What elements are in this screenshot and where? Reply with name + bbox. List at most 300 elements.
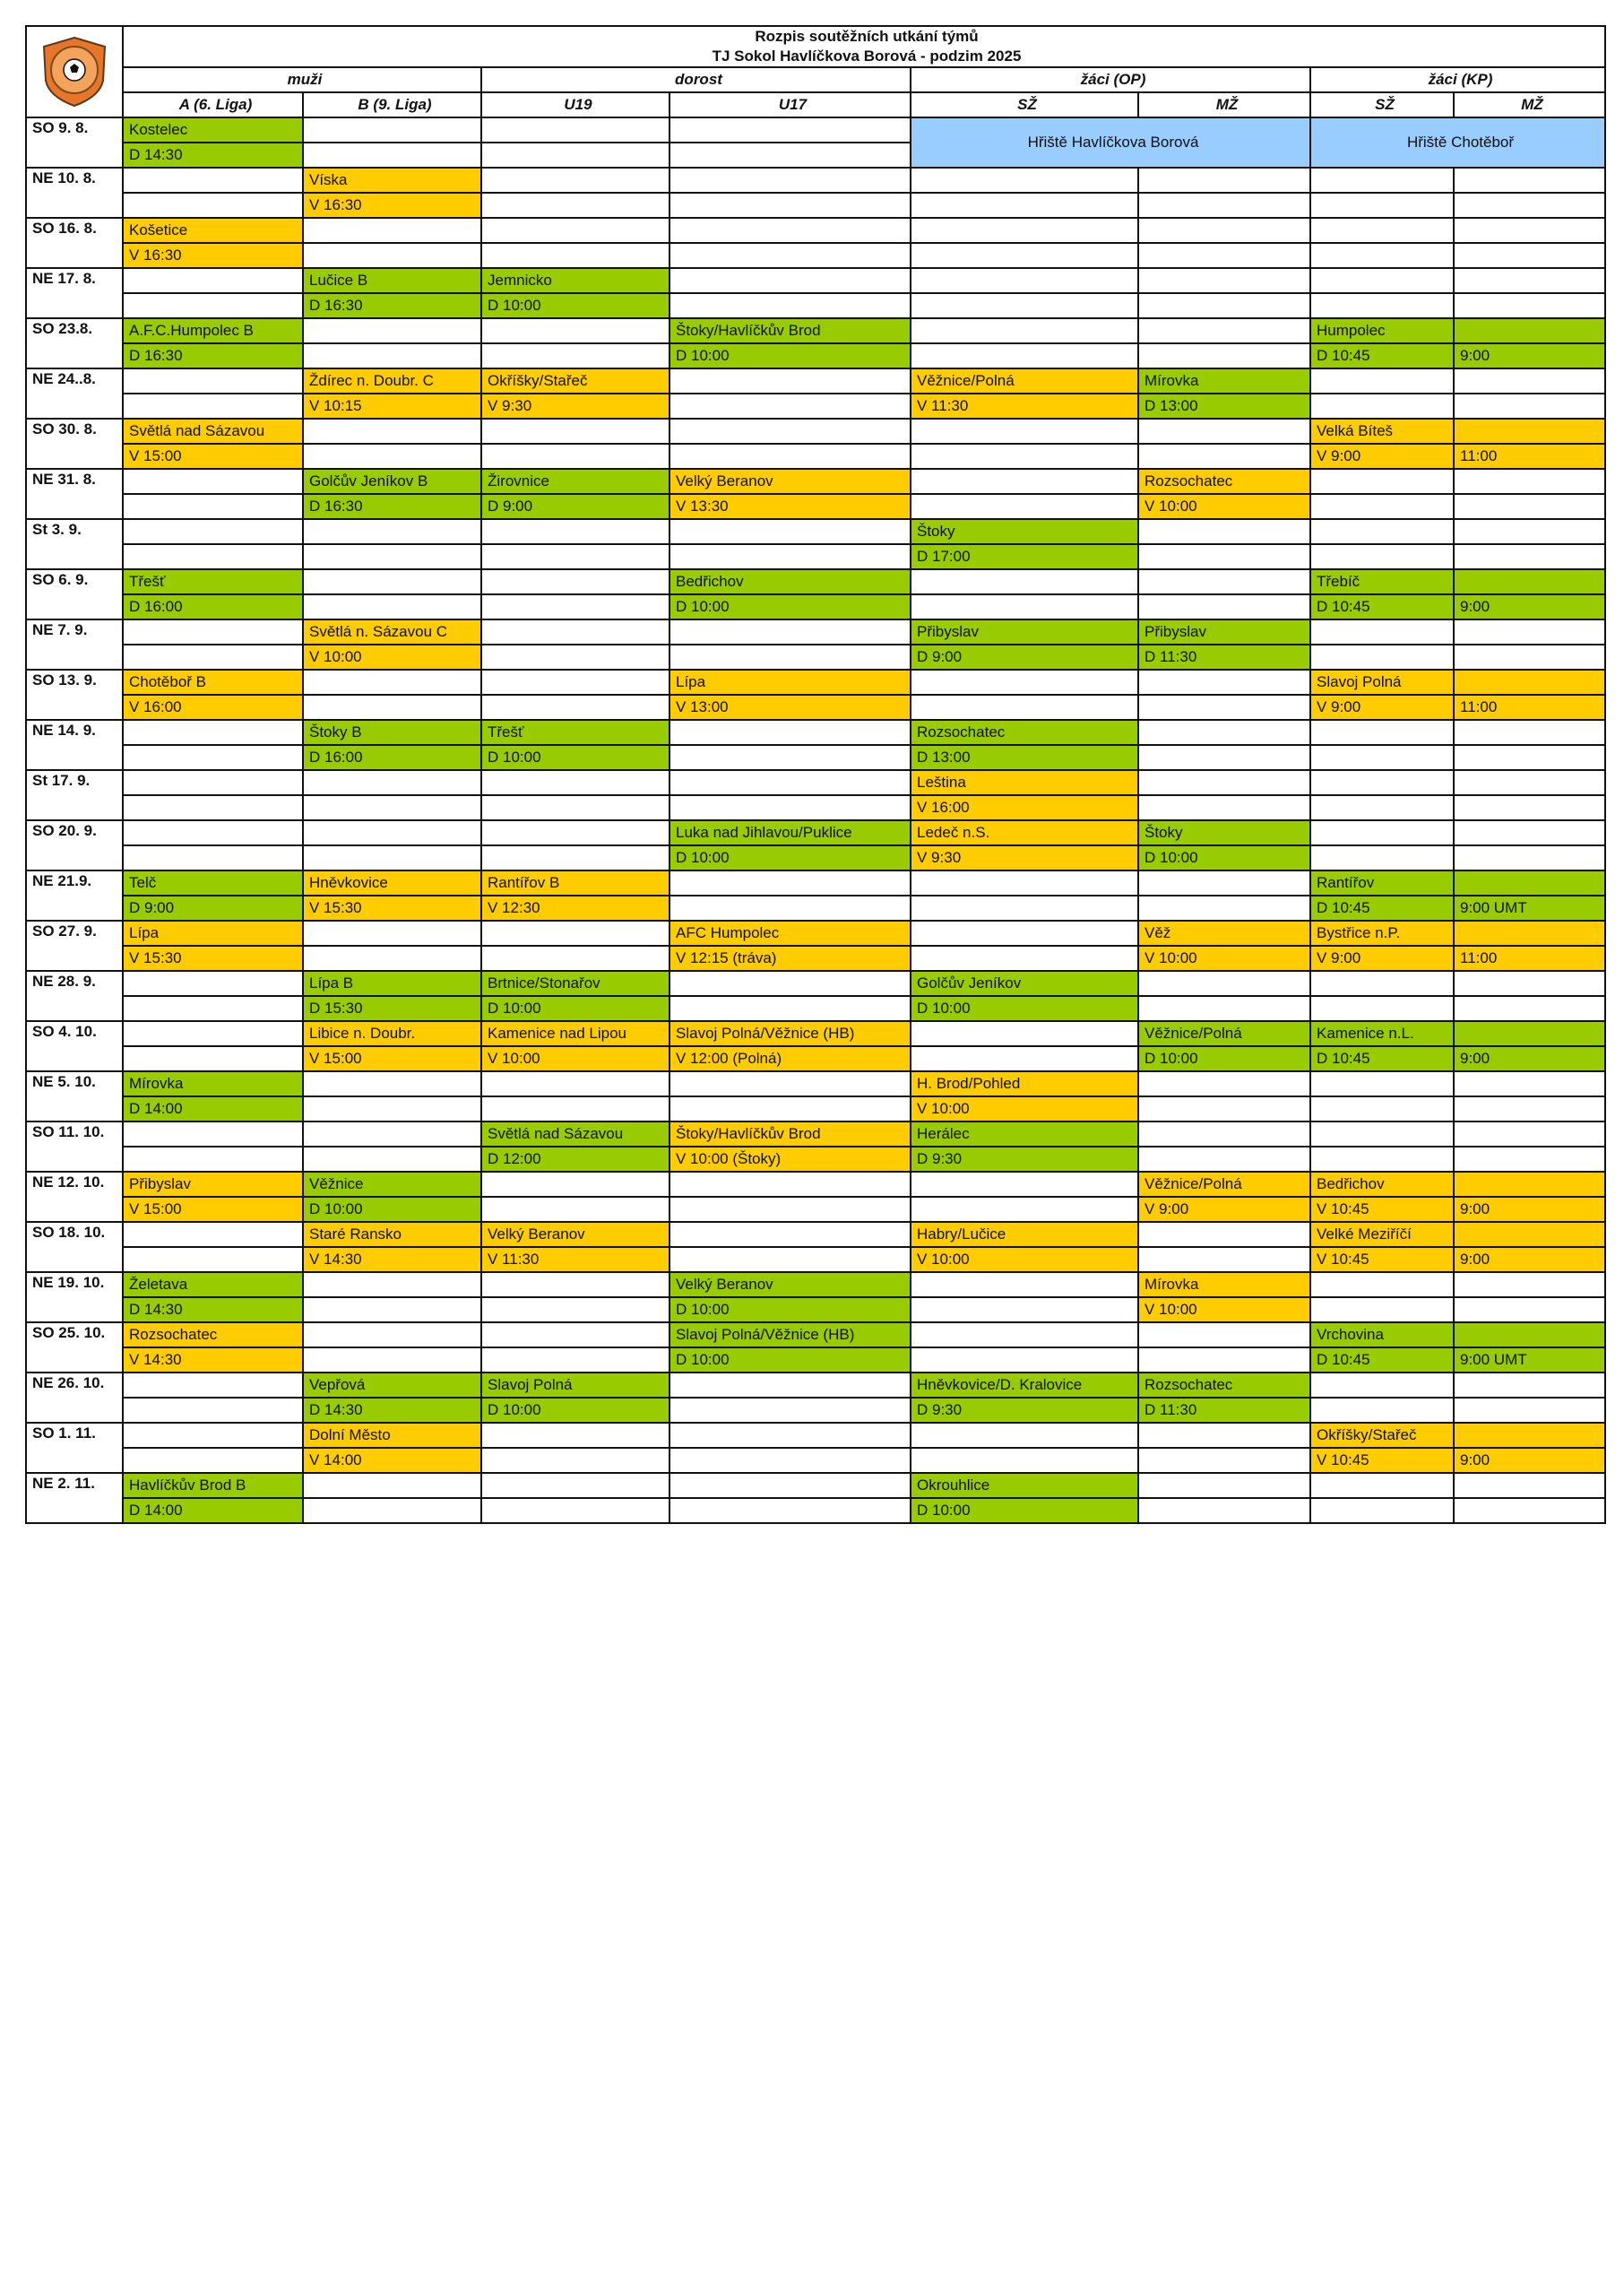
opponent-cell: Třešť xyxy=(123,569,303,594)
empty-cell xyxy=(669,1247,911,1272)
empty-cell xyxy=(911,1347,1138,1373)
kickoff-cell: V 15:30 xyxy=(303,896,481,921)
kickoff-cell: V 12:00 (Polná) xyxy=(669,1046,911,1071)
empty-cell xyxy=(1310,168,1454,193)
match-date: SO 4. 10. xyxy=(26,1021,123,1071)
empty-cell xyxy=(911,1021,1138,1046)
kickoff-cell: V 16:30 xyxy=(303,193,481,218)
kickoff-cell: V 9:30 xyxy=(911,845,1138,870)
empty-cell xyxy=(1310,243,1454,268)
empty-cell xyxy=(911,343,1138,368)
match-time-row xyxy=(26,343,1605,368)
empty-cell xyxy=(669,168,911,193)
kickoff-cell: D 16:00 xyxy=(303,745,481,770)
match-time-row xyxy=(26,695,1605,720)
empty-cell xyxy=(669,419,911,444)
match-time-row xyxy=(26,795,1605,820)
opponent-cell: Slavoj Polná/Věžnice (HB) xyxy=(669,1322,911,1347)
opponent-cell: Lučice B xyxy=(303,268,481,293)
match-date: NE 31. 8. xyxy=(26,469,123,519)
opponent-cell: Rantířov xyxy=(1310,870,1454,896)
empty-cell xyxy=(1454,971,1605,996)
empty-cell xyxy=(303,1297,481,1322)
empty-cell xyxy=(1138,1222,1310,1247)
kickoff-cell: V 15:30 xyxy=(123,946,303,971)
empty-cell xyxy=(481,168,669,193)
match-date: SO 23.8. xyxy=(26,318,123,368)
opponent-cell: Habry/Lučice xyxy=(911,1222,1138,1247)
empty-cell xyxy=(481,645,669,670)
opponent-cell: Havlíčkův Brod B xyxy=(123,1473,303,1498)
empty-cell xyxy=(1454,394,1605,419)
column-header: U17 xyxy=(669,92,911,117)
match-day-row xyxy=(26,469,1605,494)
opponent-cell: Kamenice nad Lipou xyxy=(481,1021,669,1046)
opponent-cell: Věž xyxy=(1138,921,1310,946)
empty-cell xyxy=(669,544,911,569)
match-date: SO 1. 11. xyxy=(26,1423,123,1473)
kickoff-cell: D 11:30 xyxy=(1138,1398,1310,1423)
empty-cell xyxy=(303,670,481,695)
empty-cell xyxy=(1138,971,1310,996)
empty-cell xyxy=(481,695,669,720)
empty-cell xyxy=(1138,1347,1310,1373)
match-day-row xyxy=(26,318,1605,343)
opponent-cell: Mírovka xyxy=(123,1071,303,1096)
empty-cell xyxy=(669,770,911,795)
empty-cell xyxy=(669,745,911,770)
empty-cell xyxy=(123,394,303,419)
empty-cell xyxy=(1138,318,1310,343)
kickoff-cell: 9:00 xyxy=(1454,1046,1605,1071)
empty-cell xyxy=(1138,896,1310,921)
match-date: SO 11. 10. xyxy=(26,1122,123,1172)
kickoff-cell: D 10:00 xyxy=(911,1498,1138,1523)
empty-cell xyxy=(123,469,303,494)
kickoff-cell: V 11:30 xyxy=(911,394,1138,419)
kickoff-cell: D 14:30 xyxy=(123,1297,303,1322)
opponent-cell: Štoky xyxy=(1138,820,1310,845)
empty-cell xyxy=(123,293,303,318)
empty-cell xyxy=(123,494,303,519)
empty-cell xyxy=(303,1122,481,1147)
opponent-cell: Okříšky/Stařeč xyxy=(1310,1423,1454,1448)
empty-cell xyxy=(1454,645,1605,670)
empty-cell xyxy=(481,845,669,870)
opponent-cell: Hněvkovice/D. Kralovice xyxy=(911,1373,1138,1398)
empty-cell xyxy=(1310,268,1454,293)
match-date: St 3. 9. xyxy=(26,519,123,569)
empty-cell xyxy=(669,243,911,268)
empty-cell xyxy=(911,921,1138,946)
kickoff-cell: V 11:30 xyxy=(481,1247,669,1272)
empty-cell xyxy=(1310,1096,1454,1122)
empty-cell xyxy=(123,168,303,193)
opponent-cell: Víska xyxy=(303,168,481,193)
match-time-row xyxy=(26,1247,1605,1272)
empty-cell xyxy=(1310,494,1454,519)
kickoff-cell: D 10:00 xyxy=(669,1297,911,1322)
empty-cell xyxy=(1310,1398,1454,1423)
empty-cell xyxy=(669,1197,911,1222)
match-time-row xyxy=(26,394,1605,419)
match-date: SO 20. 9. xyxy=(26,820,123,870)
empty-cell xyxy=(1138,444,1310,469)
empty-cell xyxy=(303,544,481,569)
empty-cell xyxy=(1138,1498,1310,1523)
empty-cell xyxy=(669,1473,911,1498)
empty-cell xyxy=(481,1172,669,1197)
kickoff-cell: V 12:30 xyxy=(481,896,669,921)
opponent-cell: Golčův Jeníkov xyxy=(911,971,1138,996)
kickoff-cell: D 10:00 xyxy=(303,1197,481,1222)
empty-cell xyxy=(669,619,911,645)
match-time-row xyxy=(26,996,1605,1021)
match-time-row xyxy=(26,293,1605,318)
kickoff-cell: D 14:00 xyxy=(123,1498,303,1523)
opponent-cell: Štoky B xyxy=(303,720,481,745)
opponent-cell: Kostelec xyxy=(123,117,303,143)
empty-cell xyxy=(669,1448,911,1473)
opponent-cell: Rozsochatec xyxy=(911,720,1138,745)
match-time-row xyxy=(26,544,1605,569)
empty-cell xyxy=(303,1498,481,1523)
kickoff-cell: V 10:15 xyxy=(303,394,481,419)
empty-cell xyxy=(481,1423,669,1448)
empty-cell xyxy=(303,243,481,268)
match-date: NE 12. 10. xyxy=(26,1172,123,1222)
kickoff-cell: D 10:45 xyxy=(1310,594,1454,619)
empty-cell xyxy=(911,1172,1138,1197)
empty-cell xyxy=(669,444,911,469)
empty-cell xyxy=(123,745,303,770)
empty-cell xyxy=(303,343,481,368)
empty-cell xyxy=(669,1172,911,1197)
empty-cell xyxy=(1454,519,1605,544)
match-day-row xyxy=(26,419,1605,444)
empty-cell xyxy=(1310,469,1454,494)
kickoff-cell: V 10:00 xyxy=(481,1046,669,1071)
empty-cell xyxy=(1454,1272,1605,1297)
kickoff-cell: V 10:45 xyxy=(1310,1448,1454,1473)
match-time-row xyxy=(26,1096,1605,1122)
kickoff-cell: V 16:00 xyxy=(911,795,1138,820)
empty-cell xyxy=(123,1247,303,1272)
opponent-cell: Kamenice n.L. xyxy=(1310,1021,1454,1046)
opponent-cell xyxy=(1454,921,1605,946)
kickoff-cell: V 10:00 xyxy=(911,1096,1138,1122)
empty-cell xyxy=(669,1373,911,1398)
empty-cell xyxy=(1138,1423,1310,1448)
empty-cell xyxy=(123,720,303,745)
match-time-row xyxy=(26,494,1605,519)
empty-cell xyxy=(1138,1322,1310,1347)
group-header: žáci (KP) xyxy=(1310,67,1605,92)
kickoff-cell: D 10:45 xyxy=(1310,1046,1454,1071)
logo-cell xyxy=(26,26,123,117)
opponent-cell: Štoky xyxy=(911,519,1138,544)
empty-cell xyxy=(1138,745,1310,770)
empty-cell xyxy=(303,1322,481,1347)
empty-cell xyxy=(481,419,669,444)
group-header: muži xyxy=(123,67,481,92)
empty-cell xyxy=(911,695,1138,720)
match-date: SO 25. 10. xyxy=(26,1322,123,1373)
opponent-cell: Želetava xyxy=(123,1272,303,1297)
match-date: St 17. 9. xyxy=(26,770,123,820)
opponent-cell: Jemnicko xyxy=(481,268,669,293)
empty-cell xyxy=(1310,795,1454,820)
opponent-cell: Věžnice/Polná xyxy=(1138,1172,1310,1197)
empty-cell xyxy=(1454,1297,1605,1322)
empty-cell xyxy=(123,1147,303,1172)
kickoff-cell: V 15:00 xyxy=(123,1197,303,1222)
empty-cell xyxy=(1310,544,1454,569)
empty-cell xyxy=(911,218,1138,243)
kickoff-cell: 9:00 xyxy=(1454,1448,1605,1473)
empty-cell xyxy=(481,1498,669,1523)
column-header: MŽ xyxy=(1454,92,1605,117)
empty-cell xyxy=(911,594,1138,619)
kickoff-cell: V 10:45 xyxy=(1310,1247,1454,1272)
empty-cell xyxy=(1138,1448,1310,1473)
kickoff-cell: V 12:15 (tráva) xyxy=(669,946,911,971)
club-crest-icon xyxy=(37,34,112,109)
kickoff-cell: 9:00 xyxy=(1454,594,1605,619)
opponent-cell: Slavoj Polná xyxy=(481,1373,669,1398)
empty-cell xyxy=(303,594,481,619)
kickoff-cell: V 13:30 xyxy=(669,494,911,519)
empty-cell xyxy=(911,1448,1138,1473)
opponent-cell: Lípa B xyxy=(303,971,481,996)
empty-cell xyxy=(911,469,1138,494)
opponent-cell: Luka nad Jihlavou/Puklice xyxy=(669,820,911,845)
match-date: SO 13. 9. xyxy=(26,670,123,720)
match-time-row xyxy=(26,1147,1605,1172)
empty-cell xyxy=(911,494,1138,519)
match-date: NE 7. 9. xyxy=(26,619,123,670)
opponent-cell: Přibyslav xyxy=(911,619,1138,645)
empty-cell xyxy=(1454,218,1605,243)
kickoff-cell: D 13:00 xyxy=(911,745,1138,770)
empty-cell xyxy=(1454,720,1605,745)
empty-cell xyxy=(1454,795,1605,820)
empty-cell xyxy=(669,293,911,318)
empty-cell xyxy=(123,996,303,1021)
opponent-cell: Světlá nad Sázavou xyxy=(481,1122,669,1147)
kickoff-cell: D 10:00 xyxy=(669,343,911,368)
venue-op: Hřiště Havlíčkova Borová xyxy=(911,117,1310,168)
match-day-row xyxy=(26,519,1605,544)
empty-cell xyxy=(911,946,1138,971)
empty-cell xyxy=(481,569,669,594)
empty-cell xyxy=(1310,820,1454,845)
kickoff-cell: V 14:00 xyxy=(303,1448,481,1473)
match-time-row xyxy=(26,946,1605,971)
match-day-row xyxy=(26,1021,1605,1046)
match-day-row xyxy=(26,1222,1605,1247)
kickoff-cell: D 10:45 xyxy=(1310,896,1454,921)
opponent-cell: Štoky/Havlíčkův Brod xyxy=(669,318,911,343)
empty-cell xyxy=(123,795,303,820)
empty-cell xyxy=(669,1222,911,1247)
kickoff-cell: D 10:00 xyxy=(1138,845,1310,870)
title-line-2: TJ Sokol Havlíčkova Borová - podzim 2025 xyxy=(712,48,1022,65)
empty-cell xyxy=(123,368,303,394)
title-row xyxy=(26,26,1605,67)
match-date: SO 6. 9. xyxy=(26,569,123,619)
opponent-cell: Herálec xyxy=(911,1122,1138,1147)
empty-cell xyxy=(123,1448,303,1473)
match-date: SO 9. 8. xyxy=(26,117,123,168)
empty-cell xyxy=(1138,770,1310,795)
opponent-cell: Okříšky/Stařeč xyxy=(481,368,669,394)
kickoff-cell: D 9:30 xyxy=(911,1147,1138,1172)
empty-cell xyxy=(1454,544,1605,569)
kickoff-cell: V 9:00 xyxy=(1310,695,1454,720)
opponent-cell: Slavoj Polná/Věžnice (HB) xyxy=(669,1021,911,1046)
empty-cell xyxy=(303,117,481,143)
empty-cell xyxy=(1138,695,1310,720)
opponent-cell xyxy=(1454,419,1605,444)
empty-cell xyxy=(481,770,669,795)
empty-cell xyxy=(303,1071,481,1096)
empty-cell xyxy=(1454,1373,1605,1398)
empty-cell xyxy=(481,193,669,218)
opponent-cell: Žirovnice xyxy=(481,469,669,494)
empty-cell xyxy=(481,519,669,544)
column-header: SŽ xyxy=(1310,92,1454,117)
empty-cell xyxy=(303,1347,481,1373)
kickoff-cell: D 16:30 xyxy=(123,343,303,368)
empty-cell xyxy=(123,268,303,293)
empty-cell xyxy=(481,1322,669,1347)
empty-cell xyxy=(481,544,669,569)
empty-cell xyxy=(303,569,481,594)
kickoff-cell: D 10:00 xyxy=(669,1347,911,1373)
kickoff-cell: V 9:30 xyxy=(481,394,669,419)
kickoff-cell: D 9:00 xyxy=(123,896,303,921)
match-day-row xyxy=(26,168,1605,193)
empty-cell xyxy=(1310,1071,1454,1096)
opponent-cell: Rozsochatec xyxy=(1138,469,1310,494)
empty-cell xyxy=(481,594,669,619)
kickoff-cell: 9:00 UMT xyxy=(1454,1347,1605,1373)
kickoff-cell: D 10:00 xyxy=(481,1398,669,1423)
empty-cell xyxy=(1310,519,1454,544)
empty-cell xyxy=(1454,1473,1605,1498)
opponent-cell: Telč xyxy=(123,870,303,896)
opponent-cell: Bedřichov xyxy=(669,569,911,594)
kickoff-cell: V 10:00 xyxy=(303,645,481,670)
opponent-cell: Velké Meziříčí xyxy=(1310,1222,1454,1247)
match-day-row xyxy=(26,1373,1605,1398)
column-header: MŽ xyxy=(1138,92,1310,117)
empty-cell xyxy=(303,946,481,971)
empty-cell xyxy=(669,519,911,544)
empty-cell xyxy=(123,619,303,645)
empty-cell xyxy=(911,168,1138,193)
empty-cell xyxy=(1454,996,1605,1021)
empty-cell xyxy=(911,318,1138,343)
empty-cell xyxy=(1138,1473,1310,1498)
kickoff-cell: 11:00 xyxy=(1454,444,1605,469)
empty-cell xyxy=(1138,218,1310,243)
column-header-row xyxy=(26,92,1605,117)
empty-cell xyxy=(911,193,1138,218)
kickoff-cell: V 10:00 xyxy=(1138,494,1310,519)
match-date: NE 2. 11. xyxy=(26,1473,123,1523)
empty-cell xyxy=(1138,720,1310,745)
empty-cell xyxy=(1138,1122,1310,1147)
empty-cell xyxy=(123,1373,303,1398)
empty-cell xyxy=(1454,845,1605,870)
kickoff-cell: D 9:00 xyxy=(481,494,669,519)
empty-cell xyxy=(1454,243,1605,268)
opponent-cell: Libice n. Doubr. xyxy=(303,1021,481,1046)
opponent-cell: Bedřichov xyxy=(1310,1172,1454,1197)
empty-cell xyxy=(481,343,669,368)
empty-cell xyxy=(669,645,911,670)
opponent-cell: Vrchovina xyxy=(1310,1322,1454,1347)
opponent-cell: Velký Beranov xyxy=(481,1222,669,1247)
empty-cell xyxy=(1454,494,1605,519)
empty-cell xyxy=(123,645,303,670)
match-time-row xyxy=(26,1197,1605,1222)
match-time-row xyxy=(26,845,1605,870)
match-date: NE 28. 9. xyxy=(26,971,123,1021)
kickoff-cell: D 16:30 xyxy=(303,494,481,519)
empty-cell xyxy=(911,896,1138,921)
kickoff-cell: D 13:00 xyxy=(1138,394,1310,419)
kickoff-cell: D 9:30 xyxy=(911,1398,1138,1423)
empty-cell xyxy=(911,243,1138,268)
empty-cell xyxy=(481,820,669,845)
empty-cell xyxy=(1454,770,1605,795)
empty-cell xyxy=(669,896,911,921)
kickoff-cell: D 14:30 xyxy=(123,143,303,168)
empty-cell xyxy=(669,1071,911,1096)
empty-cell xyxy=(1310,745,1454,770)
empty-cell xyxy=(1138,870,1310,896)
opponent-cell: Ledeč n.S. xyxy=(911,820,1138,845)
empty-cell xyxy=(911,1272,1138,1297)
empty-cell xyxy=(911,293,1138,318)
match-day-row xyxy=(26,770,1605,795)
empty-cell xyxy=(481,1096,669,1122)
empty-cell xyxy=(1138,996,1310,1021)
empty-cell xyxy=(481,1297,669,1322)
empty-cell xyxy=(303,143,481,168)
empty-cell xyxy=(911,1322,1138,1347)
match-time-row xyxy=(26,1347,1605,1373)
kickoff-cell: 9:00 xyxy=(1454,1197,1605,1222)
empty-cell xyxy=(123,770,303,795)
kickoff-cell: V 16:00 xyxy=(123,695,303,720)
empty-cell xyxy=(303,519,481,544)
empty-cell xyxy=(1310,394,1454,419)
empty-cell xyxy=(481,143,669,168)
empty-cell xyxy=(1454,168,1605,193)
empty-cell xyxy=(911,670,1138,695)
opponent-cell: Štoky/Havlíčkův Brod xyxy=(669,1122,911,1147)
opponent-cell: Velký Beranov xyxy=(669,1272,911,1297)
title-line-1: Rozpis soutěžních utkání týmů xyxy=(755,28,979,45)
kickoff-cell: V 16:30 xyxy=(123,243,303,268)
empty-cell xyxy=(1138,168,1310,193)
opponent-cell xyxy=(1454,670,1605,695)
empty-cell xyxy=(481,1473,669,1498)
